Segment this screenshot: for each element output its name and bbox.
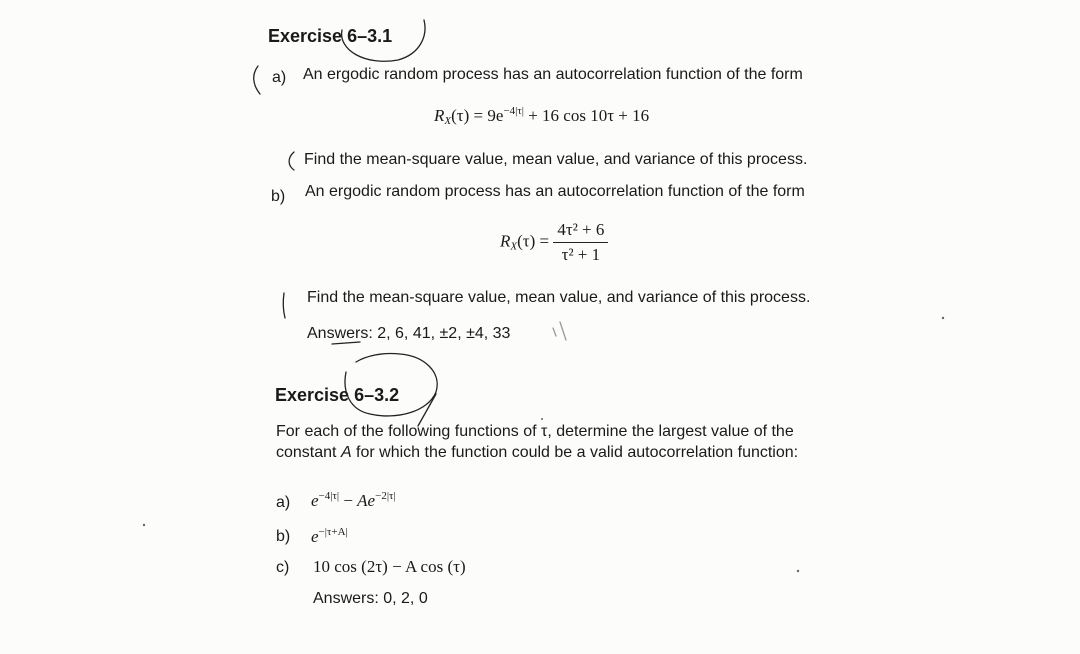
a-coef: Ae (357, 491, 376, 510)
ex2-part-a-label: a) (276, 494, 291, 511)
part-a-text: An ergodic random process has an autocorrelation function of the form (303, 66, 803, 83)
eq1-lhs: R (434, 106, 445, 125)
intro-line2-end: for which the function could be a valid autocorrelation function: (351, 444, 799, 461)
a-mid: − (339, 491, 358, 510)
part-b-find: Find the mean-square value, mean value, and variance of this process. (307, 289, 811, 306)
tick-mark (553, 322, 566, 340)
a-sup1: −4|τ| (318, 490, 340, 502)
part-b-label: b) (271, 188, 286, 205)
circle-mark-1 (342, 20, 425, 61)
ex1-answers: Answers: 2, 6, 41, ±2, ±4, 33 (307, 325, 511, 342)
part-b-text: An ergodic random process has an autocorrelation function of the form (305, 183, 805, 200)
eq2-sub: X (510, 240, 518, 253)
eq1-exponent: −4|τ| (503, 105, 524, 117)
eq1-sub: X (444, 115, 452, 127)
underline-answer (332, 342, 360, 344)
ex2-part-c-expr: 10 cos (2τ) − A cos (τ) (313, 557, 466, 576)
eq1-arg: (τ) = 9e (451, 106, 504, 125)
intro-line2-start: constant (276, 444, 341, 461)
eq2-arg: (τ) = (517, 231, 550, 251)
exercise-6-3-2-title: Exercise 6–3.2 (275, 385, 400, 405)
eq1-rest: + 16 cos 10τ + 16 (523, 106, 650, 125)
ex2-answers: Answers: 0, 2, 0 (313, 590, 428, 607)
bracket-mark-find-a (289, 152, 294, 170)
part-a-find: Find the mean-square value, mean value, and variance of this process. (304, 151, 808, 168)
bracket-mark-a (254, 66, 260, 94)
ex2-intro-line1: For each of the following functions of τ, determine the largest value of the (276, 423, 794, 440)
circle-mark-2 (345, 353, 437, 415)
a-sup2: −2|τ| (375, 490, 396, 502)
b-base: e (311, 527, 319, 546)
a-base1: e (311, 491, 319, 510)
ex2-part-c-label: c) (276, 559, 290, 576)
b-sup: −|τ+A| (318, 526, 348, 538)
slash-mark (418, 394, 436, 426)
eq2-lhs: R (500, 231, 511, 251)
exercise-6-3-1-title: Exercise 6–3.1 (268, 26, 393, 46)
part-a-label: a) (272, 69, 287, 86)
intro-line2-var: A (340, 444, 352, 461)
bracket-mark-find-b (283, 293, 285, 318)
eq2-numerator: 4τ² + 6 (553, 220, 608, 243)
stray-dots (143, 317, 944, 572)
ex2-part-b-label: b) (276, 528, 291, 545)
eq2-denominator: τ² + 1 (561, 245, 601, 264)
